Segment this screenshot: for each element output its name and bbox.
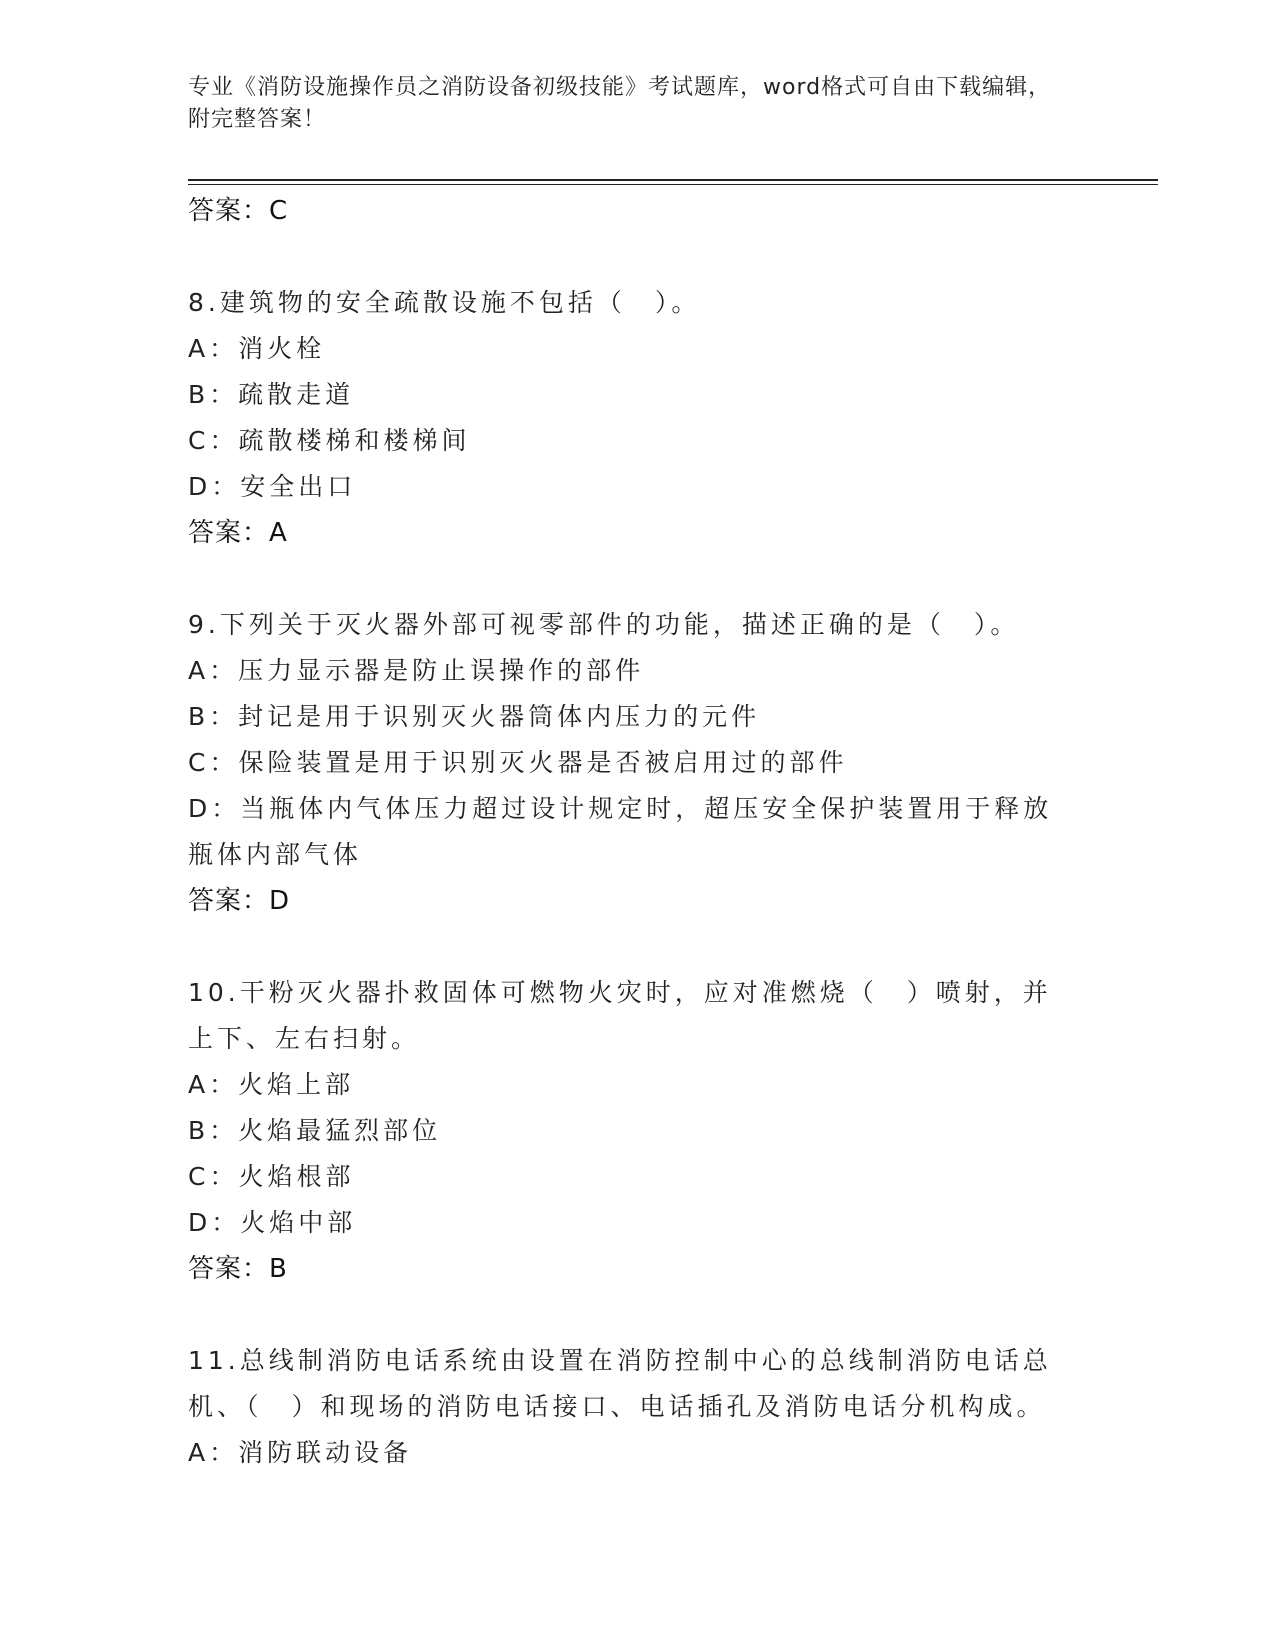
header-divider-thin <box>188 184 1158 185</box>
option-c: C：火焰根部 <box>188 1162 355 1191</box>
option-a: A：消防联动设备 <box>188 1438 413 1467</box>
question-block <box>188 280 1088 556</box>
option-b: B：封记是用于识别灭火器筒体内压力的元件 <box>188 702 761 731</box>
option-a: A：压力显示器是防止误操作的部件 <box>188 656 645 685</box>
option-d: D：当瓶体内气体压力超过设计规定时，超压安全保护装置用于释放瓶体内部气体 <box>188 794 1053 869</box>
question-stem: 8.建筑物的安全疏散设施不包括（ ）。 <box>188 288 701 317</box>
answer-line: 答案：A <box>188 518 288 548</box>
option-a: A：火焰上部 <box>188 1070 355 1099</box>
answer-line: 答案：C <box>188 196 289 226</box>
option-d: D：安全出口 <box>188 472 357 501</box>
option-b: B：火焰最猛烈部位 <box>188 1116 442 1145</box>
option-d: D：火焰中部 <box>188 1208 357 1237</box>
question-block <box>188 1338 1088 1476</box>
header-divider-thick <box>188 179 1158 181</box>
question-stem: 9.下列关于灭火器外部可视零部件的功能，描述正确的是（ ）。 <box>188 610 1020 639</box>
question-stem: 11.总线制消防电话系统由设置在消防控制中心的总线制消防电话总机、（ ）和现场的消防电话接口、电话插孔及消防电话分机构成。 <box>188 1346 1052 1421</box>
question-stem: 10.干粉灭火器扑救固体可燃物火灾时，应对准燃烧（ ）喷射，并上下、左右扫射。 <box>188 978 1052 1053</box>
option-a: A：消火栓 <box>188 334 326 363</box>
question-list <box>188 188 1088 1476</box>
answer-line: 答案：B <box>188 1254 288 1284</box>
document-header: 专业《消防设施操作员之消防设备初级技能》考试题库，word格式可自由下载编辑，附完整答案！ <box>188 75 1052 132</box>
option-c: C：保险装置是用于识别灭火器是否被启用过的部件 <box>188 748 848 777</box>
question-block <box>188 970 1088 1292</box>
question-block <box>188 602 1088 924</box>
option-b: B：疏散走道 <box>188 380 355 409</box>
option-c: C：疏散楼梯和楼梯间 <box>188 426 471 455</box>
answer-line: 答案：D <box>188 886 291 916</box>
